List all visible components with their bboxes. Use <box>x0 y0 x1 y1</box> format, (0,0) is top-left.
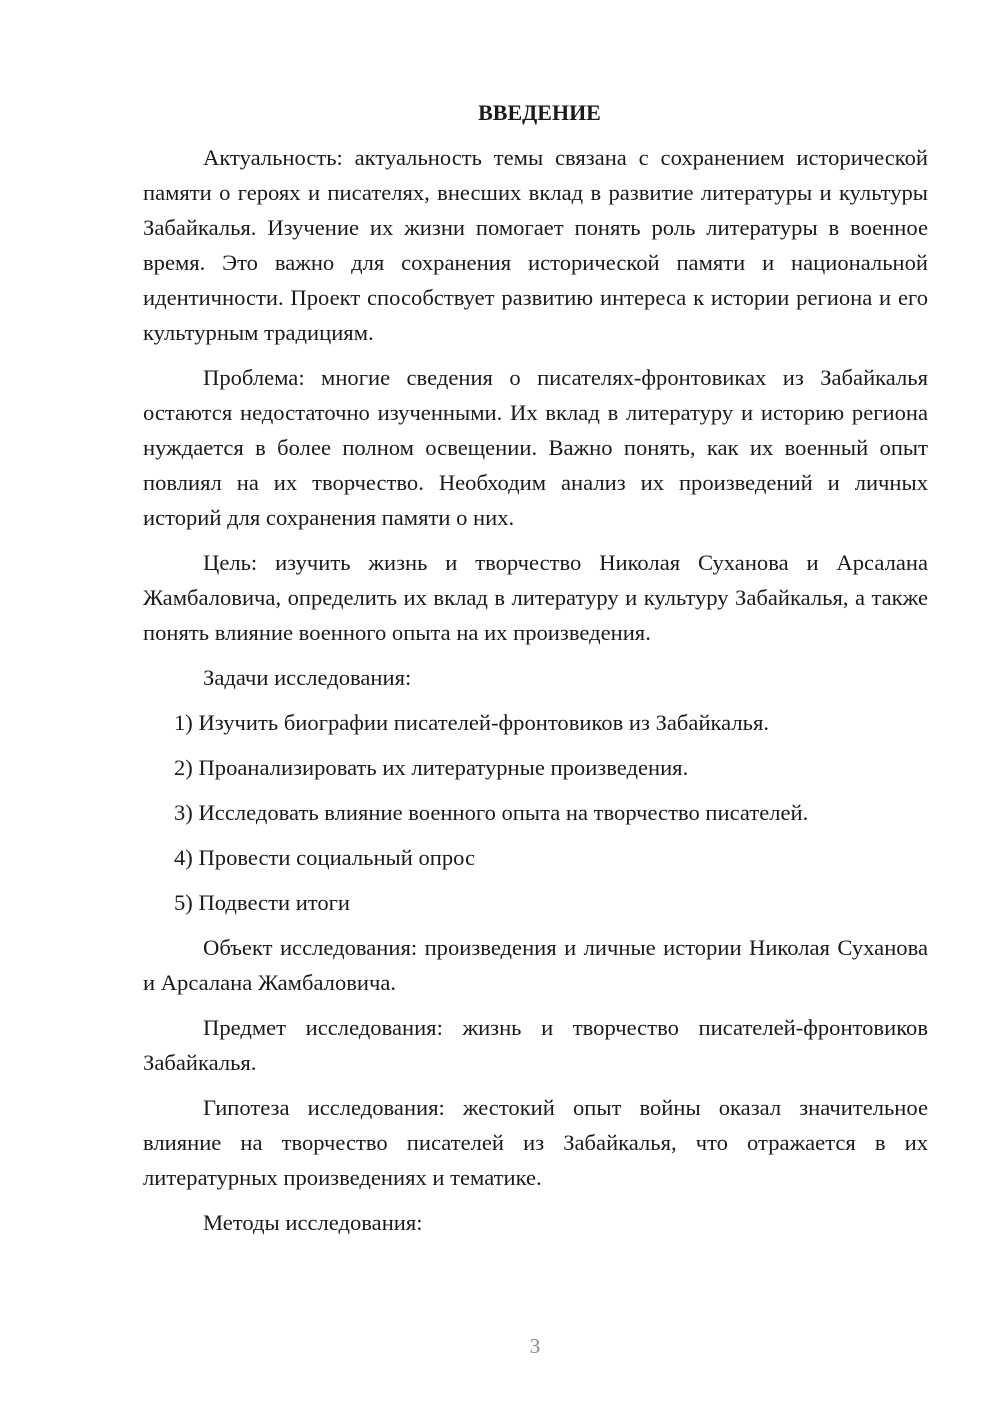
problem-paragraph: Проблема: многие сведения о писателях-фронтовиках из Забайкалья остаются недостаточно изученными. Их вклад в литературу и историю региона нуждается в более полном освещении. Важно понять, как их военный опыт повлиял на их творчество. Необходим анализ их произведений и личных историй для сохранения памяти о них. <box>143 365 928 530</box>
relevance-paragraph: Актуальность: актуальность темы связана с сохранением исторической памяти о героях и писателях, внесших вклад в развитие литературы и культуры Забайкалья. Изучение их жизни помогает понять роль литературы в военное время. Это важно для сохранения исторической памяти и национальной идентичности. Проект способствует развитию интереса к истории региона и его культурным традициям. <box>143 145 928 345</box>
list-item: 5) Подвести итоги <box>174 890 351 915</box>
list-item: 1) Изучить биографии писателей-фронтовиков из Забайкалья. <box>174 710 770 735</box>
methods-heading: Методы исследования: <box>203 1210 423 1235</box>
object-paragraph: Объект исследования: произведения и личные истории Николая Суханова и Арсалана Жамбаловича. <box>143 935 928 995</box>
list-item: 3) Исследовать влияние военного опыта на творчество писателей. <box>174 800 809 825</box>
list-item: 2) Проанализировать их литературные произведения. <box>174 755 689 780</box>
list-item: 4) Провести социальный опрос <box>174 845 476 870</box>
hypothesis-paragraph: Гипотеза исследования: жестокий опыт войны оказал значительное влияние на творчество писателей из Забайкалья, что отражается в их литературных произведениях и тематике. <box>143 1095 928 1190</box>
tasks-heading: Задачи исследования: <box>203 665 412 690</box>
subject-paragraph: Предмет исследования: жизнь и творчество писателей-фронтовиков Забайкалья. <box>143 1015 928 1075</box>
page-title: ВВЕДЕНИЕ <box>478 100 601 125</box>
goal-paragraph: Цель: изучить жизнь и творчество Николая Суханова и Арсалана Жамбаловича, определить их вклад в литературу и культуру Забайкалья, а также понять влияние военного опыта на их произведения. <box>143 550 928 645</box>
tasks-list <box>143 705 928 920</box>
page-number: 3 <box>529 1334 541 1358</box>
document-page <box>143 96 928 1250</box>
